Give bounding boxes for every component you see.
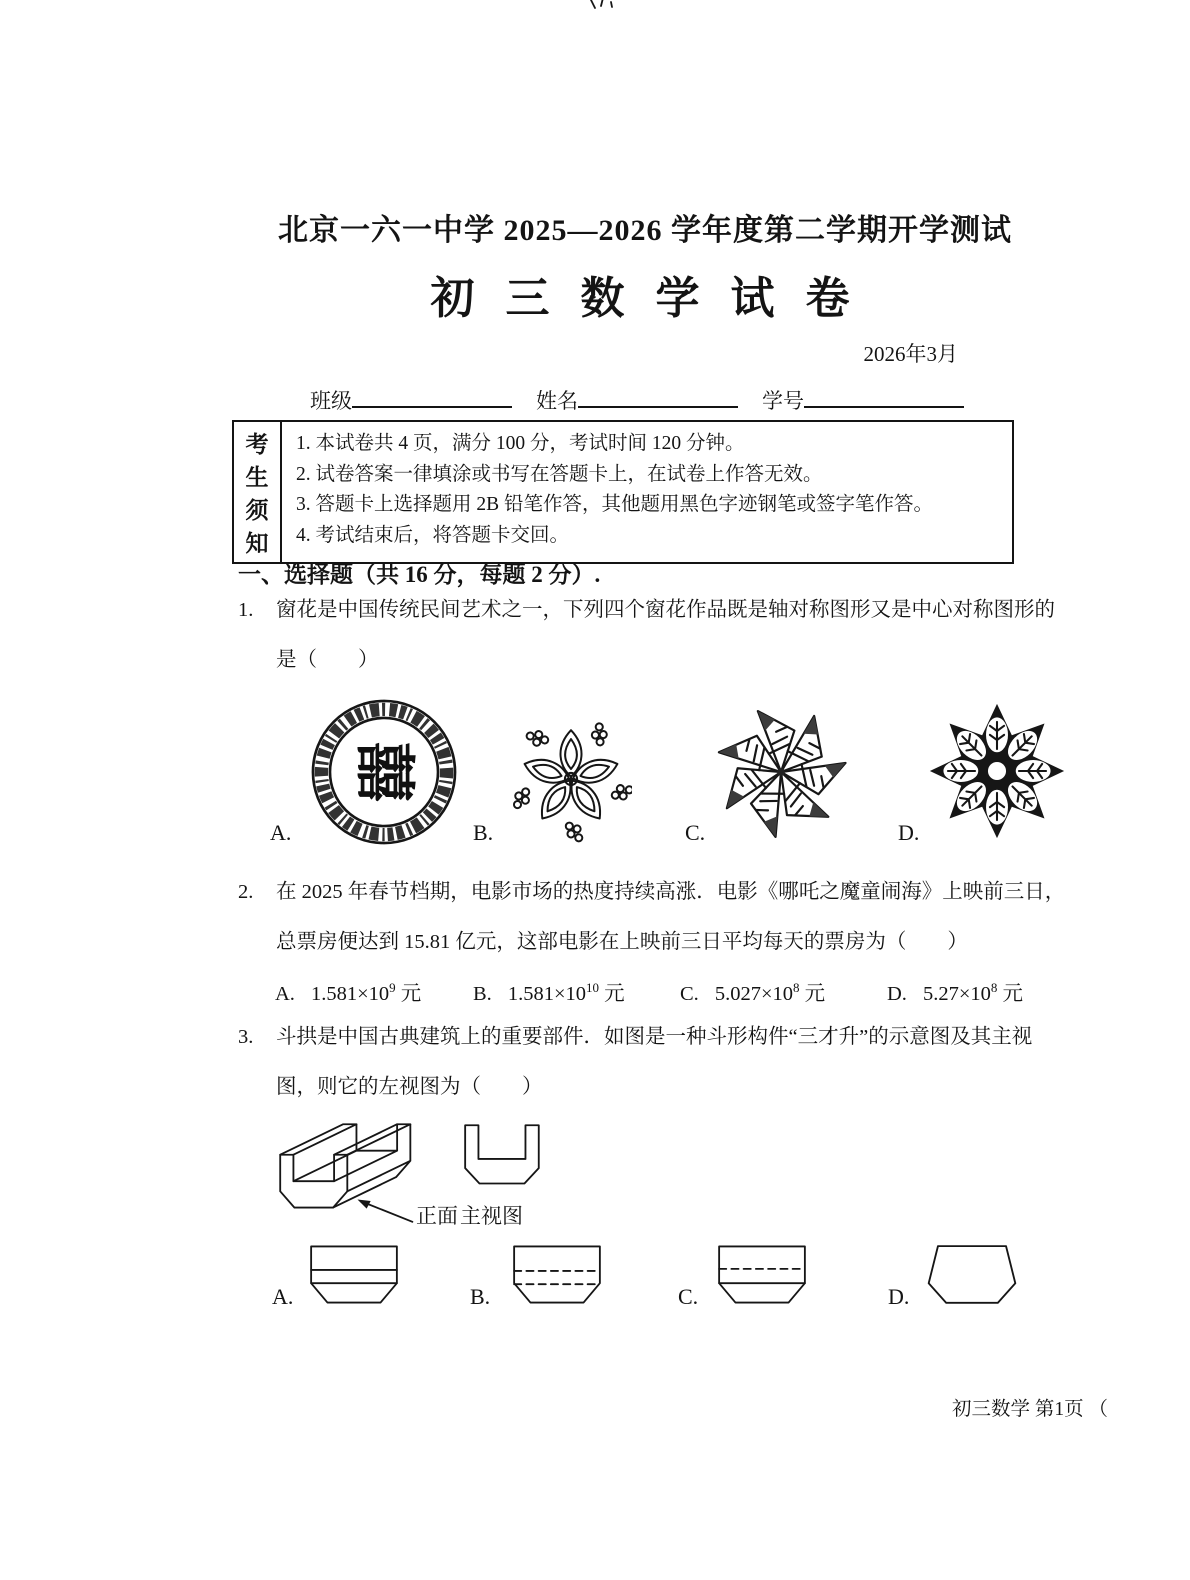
q3-choice-label-a: A.: [272, 1284, 294, 1309]
notice-item: 1. 本试卷共 4 页，满分 100 分，考试时间 120 分钟。: [296, 433, 745, 454]
notice-item: 2. 试卷答案一律填涂或书写在答题卡上，在试卷上作答无效。: [296, 463, 823, 485]
q2-choices-row: [230, 976, 1090, 1016]
q2-line1: [238, 878, 1065, 906]
exam-date: 2026年3月: [863, 342, 958, 366]
class-field-label: 班级: [310, 389, 352, 413]
notice-item: 3. 答题卡上选择题用 2B 铅笔作答，其他题用黑色字迹钢笔或签字笔作答。: [296, 494, 934, 515]
q3-number: 3.: [238, 1026, 254, 1048]
class-field-blank: [352, 384, 512, 408]
q3-text: 斗拱是中国古典建筑上的重要部件．如图是一种斗形构件“三才升”的示意图及其主视: [276, 1026, 1033, 1048]
q2-choice-a: [275, 976, 421, 1006]
choice-exponent: 10: [586, 980, 599, 996]
side-view-option-a-icon: [305, 1242, 403, 1308]
q1-number: 1.: [238, 599, 254, 621]
front-face-label: 正面: [416, 1204, 458, 1228]
q1-choice-label-c: C.: [685, 820, 706, 845]
choice-unit: 元: [400, 983, 422, 1005]
q1-choice-label-a: A.: [270, 820, 292, 845]
choice-exponent: 8: [990, 980, 998, 996]
notice-side-char: 须: [245, 498, 269, 523]
choice-unit: 元: [604, 983, 625, 1005]
notice-side-char: 生: [245, 465, 269, 490]
page-subtitle: 初 三 数 学 试 卷: [430, 274, 860, 323]
choice-unit: 元: [804, 983, 826, 1005]
q1-text: 窗花是中国传统民间艺术之一，下列四个窗花作品既是轴对称图形又是中心对称图形的: [276, 599, 1055, 621]
page-footer: 初三数学 第1页 （: [952, 1399, 1109, 1420]
q1-line2: 是（ ）: [276, 649, 379, 671]
q3-choice-label-d: D.: [888, 1284, 910, 1309]
candidate-notice-box: [232, 420, 1014, 564]
choice-value: 1.581×10: [507, 983, 586, 1005]
page-title: 北京一六一中学 2025—2026 学年度第二学期开学测试: [278, 214, 1012, 247]
q1-figure-row: [230, 690, 1090, 870]
scan-artifact-mark: [585, 0, 625, 14]
eight-petal-star-papercut-icon: [924, 700, 1070, 842]
choice-label: C.: [680, 983, 699, 1005]
q2-line2: 总票房便达到 15.81 亿元，这部电影在上映前三日平均每天的票房为（ ）: [276, 931, 968, 953]
choice-label: D.: [887, 983, 907, 1005]
choice-label: A.: [275, 983, 295, 1005]
dougong-front-view-icon: [458, 1120, 550, 1200]
flower-papercut-icon: [510, 710, 632, 848]
q3-diagram-row: [270, 1110, 610, 1238]
side-view-option-d-icon: [922, 1242, 1022, 1308]
section-heading: 一、选择题（共 16 分，每题 2 分）.: [238, 562, 601, 587]
choice-value: 5.027×10: [714, 983, 793, 1005]
q2-choice-c: [680, 976, 825, 1006]
q2-number: 2.: [238, 881, 254, 903]
q3-line2: 图，则它的左视图为（ ）: [276, 1076, 543, 1098]
choice-value: 5.27×10: [922, 983, 991, 1005]
notice-side-char: 知: [245, 531, 269, 556]
q1-choice-label-b: B.: [473, 820, 494, 845]
double-happiness-papercut-icon: [310, 696, 458, 848]
name-field-label: 姓名: [536, 389, 578, 413]
notice-side-label: [234, 422, 282, 562]
q2-text: 在 2025 年春节档期，电影市场的热度持续高涨．电影《哪吒之魔童闹海》上映前三日，: [276, 881, 1066, 903]
side-view-option-b-icon: [508, 1242, 606, 1308]
q3-line1: [238, 1023, 1032, 1051]
q3-choice-row: [230, 1240, 1110, 1340]
front-view-label: 主视图: [460, 1204, 523, 1228]
q3-choice-label-b: B.: [470, 1284, 491, 1309]
choice-value: 1.581×10: [310, 983, 390, 1005]
id-field-blank: [804, 384, 964, 408]
q1-line1: [238, 596, 1055, 624]
name-field-blank: [578, 384, 738, 408]
q2-choice-b: [473, 976, 625, 1006]
q1-choice-label-d: D.: [898, 820, 920, 845]
student-fields-row: [310, 384, 988, 415]
notice-side-char: 考: [245, 432, 269, 457]
id-field-label: 学号: [762, 389, 804, 413]
pinwheel-papercut-icon: [714, 698, 848, 846]
q2-choice-d: [887, 976, 1023, 1006]
choice-label: B.: [473, 983, 492, 1005]
choice-unit: 元: [1002, 983, 1023, 1005]
side-view-option-c-icon: [713, 1242, 811, 1308]
double-happiness-glyph: 囍: [349, 741, 417, 803]
choice-exponent: 8: [793, 980, 800, 996]
notice-item: 4. 考试结束后，将答题卡交回。: [296, 524, 570, 546]
choice-exponent: 9: [389, 980, 396, 996]
notice-items: [282, 422, 945, 562]
q3-choice-label-c: C.: [678, 1284, 699, 1309]
